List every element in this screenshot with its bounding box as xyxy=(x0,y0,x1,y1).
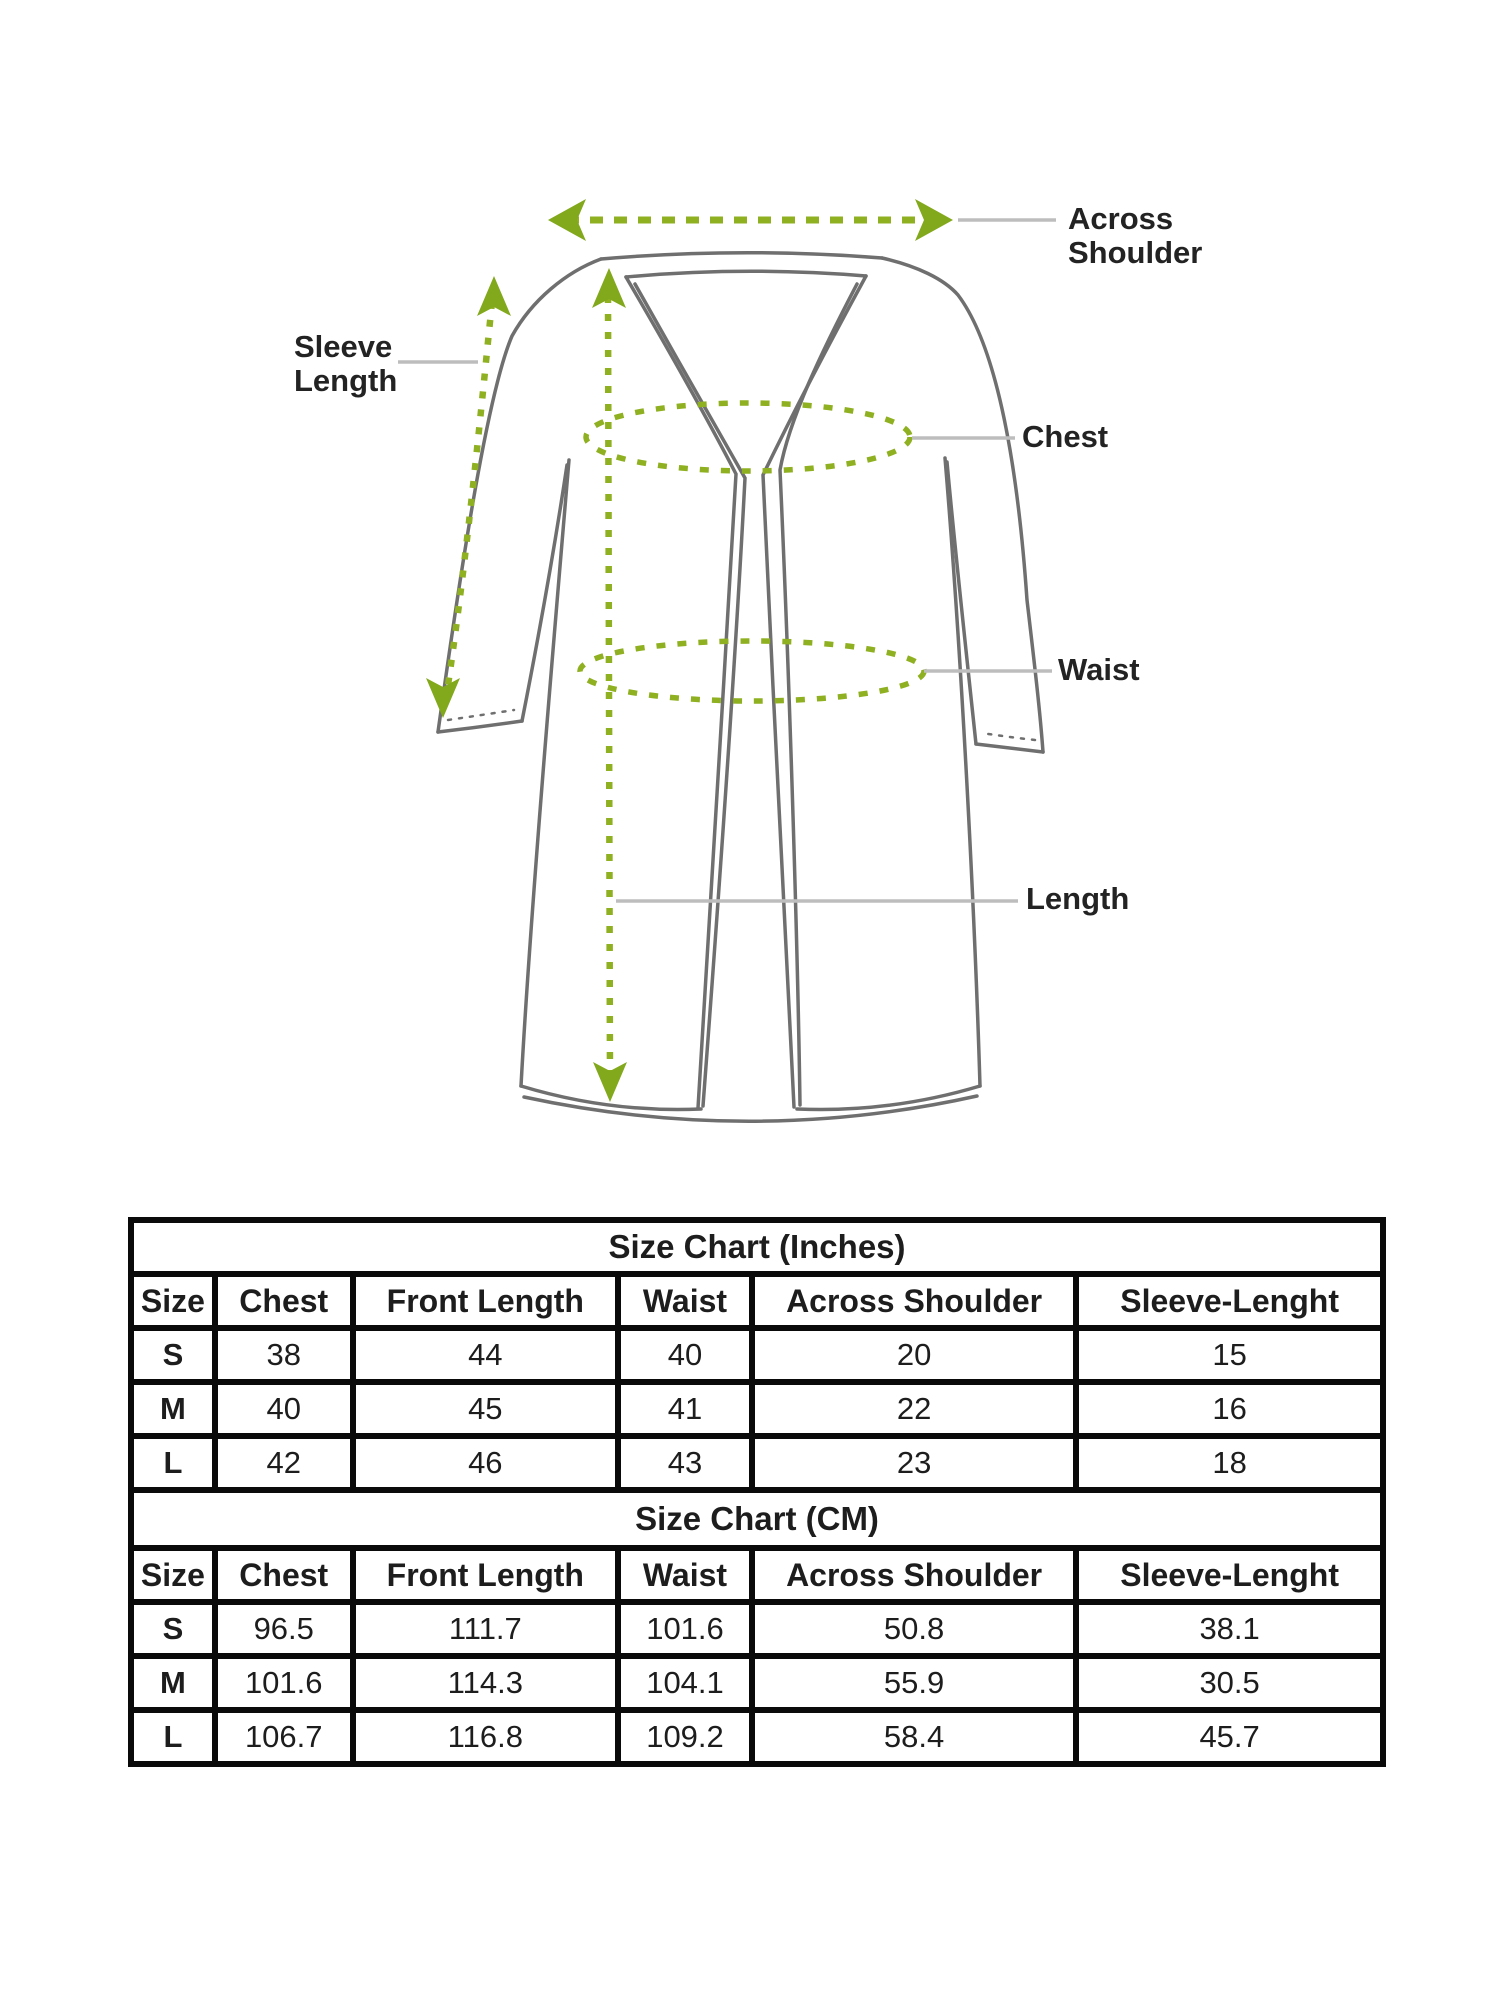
table-row xyxy=(131,1328,1383,1382)
inches-col-waist: Waist xyxy=(618,1274,752,1328)
waist-value-cell: 40 xyxy=(618,1328,752,1382)
front-length-value-cell: 111.7 xyxy=(353,1602,618,1656)
left-sleeve-inner-edge xyxy=(522,465,567,721)
inches-header-row xyxy=(131,1274,1383,1328)
cm-col-across-shoulder: Across Shoulder xyxy=(752,1548,1076,1602)
table-row xyxy=(131,1436,1383,1490)
across-shoulder-value-cell: 50.8 xyxy=(752,1602,1076,1656)
front-length-value-cell: 45 xyxy=(353,1382,618,1436)
right-cuff xyxy=(976,744,1043,752)
table-row xyxy=(131,1656,1383,1710)
measurement-marks xyxy=(426,199,953,1102)
body-left-edge xyxy=(521,460,569,1086)
waist-value-cell: 43 xyxy=(618,1436,752,1490)
sleeve-length-label xyxy=(294,330,397,398)
inches-col-front-length: Front Length xyxy=(353,1274,618,1328)
inches-col-size: Size xyxy=(131,1274,215,1328)
size-chart-section xyxy=(128,1217,1386,1767)
size-label-cell: L xyxy=(131,1710,215,1764)
sleeve-lenght-value-cell: 18 xyxy=(1076,1436,1383,1490)
chest-value-cell: 40 xyxy=(215,1382,353,1436)
cm-col-size: Size xyxy=(131,1548,215,1602)
sleeve-length-label-line2: Length xyxy=(294,363,398,398)
cm-col-sleeve-lenght: Sleeve-Lenght xyxy=(1076,1548,1383,1602)
inches-col-across-shoulder: Across Shoulder xyxy=(752,1274,1076,1328)
table-row xyxy=(131,1602,1383,1656)
sleeve-lenght-value-cell: 30.5 xyxy=(1076,1656,1383,1710)
sleeve-lenght-value-cell: 45.7 xyxy=(1076,1710,1383,1764)
inches-col-sleeve-lenght: Sleeve-Lenght xyxy=(1076,1274,1383,1328)
cm-col-chest: Chest xyxy=(215,1548,353,1602)
right-placket-outer-line xyxy=(763,276,866,1107)
across-shoulder-value-cell: 55.9 xyxy=(752,1656,1076,1710)
left-cuff xyxy=(438,721,522,732)
size-label-cell: S xyxy=(131,1602,215,1656)
table-row xyxy=(131,1710,1383,1764)
front-length-value-cell: 44 xyxy=(353,1328,618,1382)
cm-col-waist: Waist xyxy=(618,1548,752,1602)
across-shoulder-value-cell: 58.4 xyxy=(752,1710,1076,1764)
sleeve-length-top-arrowhead xyxy=(477,276,511,316)
table-row xyxy=(131,1382,1383,1436)
collar-outer-line xyxy=(601,253,882,259)
chest-measure-ellipse xyxy=(586,403,910,471)
front-length-value-cell: 114.3 xyxy=(353,1656,618,1710)
sleeve-lenght-value-cell: 15 xyxy=(1076,1328,1383,1382)
body-right-edge xyxy=(945,458,980,1086)
cm-header-row xyxy=(131,1548,1383,1602)
size-chart-table xyxy=(128,1217,1386,1767)
across-shoulder-label-line1: Across xyxy=(1068,201,1174,236)
size-label-cell: M xyxy=(131,1382,215,1436)
sleeve-lenght-value-cell: 38.1 xyxy=(1076,1602,1383,1656)
left-cuff-stitch-dotted xyxy=(448,710,514,720)
across-shoulder-right-arrowhead xyxy=(915,199,953,241)
size-label-cell: L xyxy=(131,1436,215,1490)
collar-inner-line xyxy=(626,271,866,277)
waist-label: Waist xyxy=(1058,652,1140,687)
size-label-cell: M xyxy=(131,1656,215,1710)
length-label: Length xyxy=(1026,881,1130,916)
size-chart-inches-title: Size Chart (Inches) xyxy=(131,1220,1383,1274)
size-chart-cm-title: Size Chart (CM) xyxy=(131,1490,1383,1548)
cm-col-front-length: Front Length xyxy=(353,1548,618,1602)
right-cuff-stitch-dotted xyxy=(982,733,1035,740)
waist-value-cell: 104.1 xyxy=(618,1656,752,1710)
across-shoulder-label-line2: Shoulder xyxy=(1068,235,1203,270)
hem-front-right xyxy=(797,1086,980,1110)
waist-value-cell: 109.2 xyxy=(618,1710,752,1764)
chest-value-cell: 42 xyxy=(215,1436,353,1490)
hem-back-lower xyxy=(524,1096,977,1121)
waist-measure-ellipse xyxy=(580,641,924,701)
garment-outline xyxy=(438,253,1043,1122)
chest-value-cell: 96.5 xyxy=(215,1602,353,1656)
inches-col-chest: Chest xyxy=(215,1274,353,1328)
across-shoulder-left-arrowhead xyxy=(548,199,586,241)
sleeve-length-label-line1: Sleeve xyxy=(294,329,393,364)
chest-value-cell: 106.7 xyxy=(215,1710,353,1764)
chest-value-cell: 101.6 xyxy=(215,1656,353,1710)
chest-value-cell: 38 xyxy=(215,1328,353,1382)
across-shoulder-value-cell: 20 xyxy=(752,1328,1076,1382)
across-shoulder-value-cell: 23 xyxy=(752,1436,1076,1490)
waist-value-cell: 41 xyxy=(618,1382,752,1436)
chest-label: Chest xyxy=(1022,419,1109,454)
left-sleeve-outer-edge xyxy=(438,259,601,732)
waist-value-cell: 101.6 xyxy=(618,1602,752,1656)
length-bottom-arrowhead xyxy=(593,1062,627,1102)
across-shoulder-value-cell: 22 xyxy=(752,1382,1076,1436)
front-length-value-cell: 46 xyxy=(353,1436,618,1490)
front-length-value-cell: 116.8 xyxy=(353,1710,618,1764)
sleeve-length-bottom-arrowhead xyxy=(426,678,460,718)
sleeve-lenght-value-cell: 16 xyxy=(1076,1382,1383,1436)
across-shoulder-label xyxy=(1068,202,1202,270)
size-label-cell: S xyxy=(131,1328,215,1382)
